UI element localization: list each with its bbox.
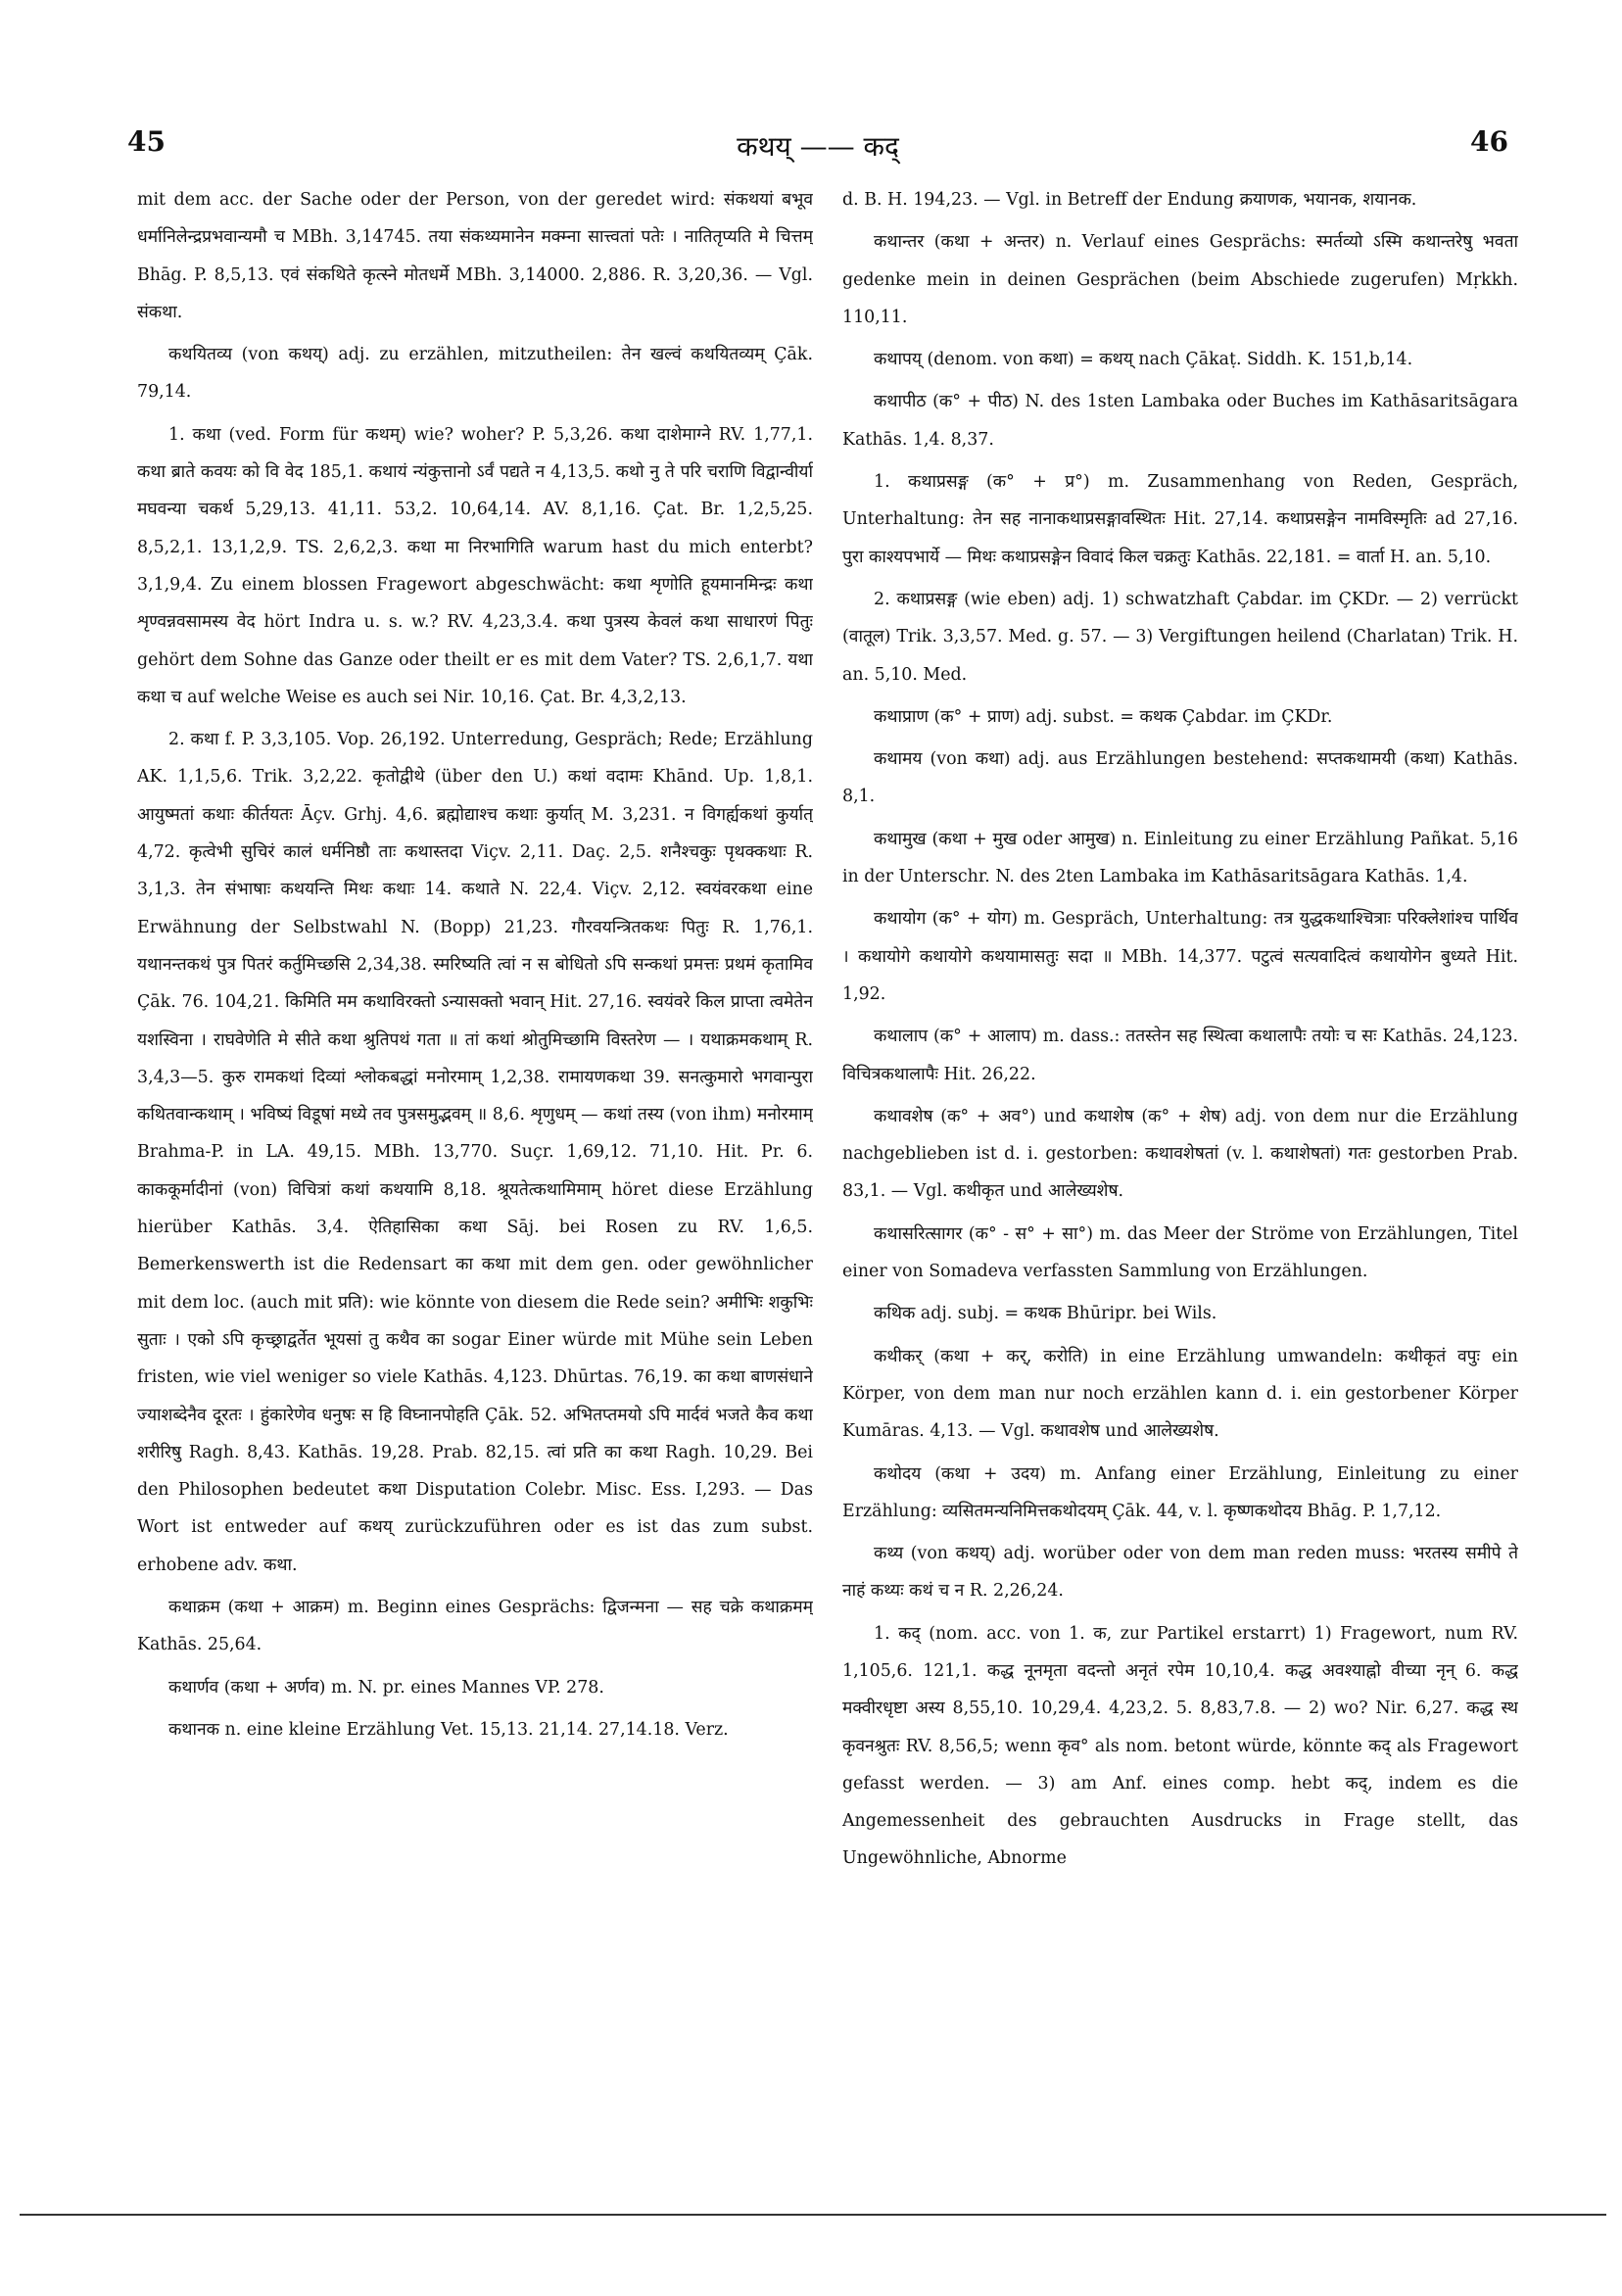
entry-kathikar: कथीकर् (कथा + कर्, करोति) in eine Erzählung umwandeln: कथीकृतं वपुः ein Körper, von dem man nur noch erzählen kann d. i. ein gestorbener Körper Kumāras. 4,13. — Vgl. कथावशेष und आलेख्यशेष. xyxy=(842,1346,1518,1442)
entry-katharnava: कथार्णव (कथा + अर्णव) m. N. pr. eines Mannes VP. 278. xyxy=(168,1677,604,1698)
entry-kathayitavya: कथयितव्य (von कथय्) adj. zu erzählen, mitzutheilen: तेन खल्वं कथयितव्यम् Çāk. 79,14. xyxy=(137,345,813,403)
entry-kathika: कथिक adj. subj. = कथक Bhūripr. bei Wils. xyxy=(874,1304,1217,1324)
entry-continuation-right: d. B. H. 194,23. — Vgl. in Betreff der Endung क्रयाणक, भयानक, शयानक. xyxy=(842,190,1417,210)
entry-kathamukha: कथामुख (कथा + मुख oder आमुख) n. Einleitung zu einer Erzählung Pañkat. 5,16 in der Unterschr. N. des 2ten Lambaka im Kathāsaritsāgara Kathās. 1,4. xyxy=(842,829,1518,887)
entry-katha-1: 1. कथा (ved. Form für कथम्) wie? woher? P. 5,3,26. कथा दाशेमाग्ने RV. 1,77,1. कथा ब्राते कवयः को वि वेद 185,1. कथायं न्यंकुत्तानो ऽर्वं पद्यते न 4,13,5. कथो नु ते परि चराणि विद्वान्वीर्या मघवन्या चकर्थ 5,29,13. 41,11. 53,2. 10,64,14. AV. 8,1,16. Çat. Br. 1,2,5,25. 8,5,2,1. 13,1,2,9. TS. 2,6,2,3. कथा मा निरभागिति warum hast du mich enterbt? 3,1,9,4. Zu einem blossen Fragewort abgeschwächt: कथा शृणोति हूयमानमिन्द्रः कथा शृण्वन्नवसामस्य वेद hört Indra u. s. w.? RV. 4,23,3.4. कथा पुत्रस्य केवलं कथा साधारणं पितुः gehört dem Sohne das Ganze oder theilt er es mit dem Vater? TS. 2,6,1,7. यथा कथा च auf welche Weise es auch sei Nir. 10,16. Çat. Br. 4,3,2,13. xyxy=(137,424,813,707)
entry-katha-2: 2. कथा f. P. 3,3,105. Vop. 26,192. Unterredung, Gespräch; Rede; Erzählung AK. 1,1,5,6. Trik. 3,2,22. कृतोद्वीथे (über den U.) कथां वदामः Khānd. Up. 1,8,1. आयुष्मतां कथाः कीर्तयतः Āçv. Grhj. 4,6. ब्रह्मोद्याश्च कथाः कुर्यात् M. 3,231. न विगर्ह्यकथां कुर्यात् 4,72. कृत्वेभी सुचिरं कालं धर्मनिष्ठौ ताः कथास्तदा Viçv. 2,11. Daç. 2,5. शनैश्चकुः पृथक्कथाः R. 3,1,3. तेन संभाषाः कथयन्ति मिथः कथाः 14. कथाते N. 22,4. Viçv. 2,12. स्वयंवरकथा eine Erwähnung der Selbstwahl N. (Bopp) 21,23. गौरवयन्त्रितकथः पितुः R. 1,76,1. यथानन्तकथं पुत्र पितरं कर्तुमिच्छसि 2,34,38. स्मरिष्यति त्वां न स बोधितो ऽपि सन्कथां प्रमत्तः प्रथमं कृतामिव Çāk. 76. 104,21. किमिति मम कथाविरक्तो ऽन्यासक्तो भवान् Hit. 27,16. स्वयंवरे किल प्राप्ता त्वमेतेन यशस्विना । राघवेणेति मे सीते कथा श्रुतिपथं गता ॥ तां कथां श्रोतुमिच्छामि विस्तरेण — । यथाक्रमकथाम् R. 3,4,3—5. कुरु रामकथां दिव्यां श्लोकबद्धां मनोरमाम् 1,2,38. रामायणकथा 39. सनत्कुमारो भगवान्पुरा कथितवान्कथाम् । भविष्यं विडूषां मध्ये तव पुत्रसमुद्भवम् ॥ 8,6. शृणुधम् — कथां तस्य (von ihm) मनोरमाम् Brahma-P. in LA. 49,15. MBh. 13,770. Suçr. 1,69,12. 71,10. Hit. Pr. 6. काककूर्मादीनां (von) विचित्रां कथां कथयामि 8,18. श्रूयतेत्कथामिमाम् höret diese Erzählung hierüber Kathās. 3,4. ऐतिहासिका कथा Sāj. bei Rosen zu RV. 1,6,5. Bemerkenswerth ist die Redensart का कथा mit dem gen. oder gewöhnlicher mit dem loc. (auch mit प्रति): wie könnte von diesem die Rede sein? अमीभिः शकुभिः सुताः । एको ऽपि कृच्छ्राद्वर्तेत भूयसां तु कथैव का sogar Einer würde mit Mühe sein Leben fristen, wie viel weniger so viele Kathās. 4,123. Dhūrtas. 76,19. का कथा बाणसंधाने ज्याशब्देनैव दूरतः । हुंकारेणेव धनुषः स हि विघ्नानपोहति Çāk. 52. अभितप्तमयो ऽपि मार्दवं भजते कैव कथा शरीरिषु Ragh. 8,43. Kathās. 19,28. Prab. 82,15. त्वां प्रति का कथा Ragh. 10,29. Bei den Philosophen bedeutet कथा Disputation Colebr. Misc. Ess. I,293. — Das Wort ist entweder auf कथय् zurückzuführen oder es ist das zum subst. erhobene adv. कथा. xyxy=(137,730,813,1575)
left-column xyxy=(137,181,813,2145)
entry-kathayoga: कथायोग (क° + योग) m. Gespräch, Unterhaltung: तत्र युद्धकथाश्चित्राः परिक्लेशांश्च पार्थिव । कथायोगे कथायोगे कथयामासतुः सदा ॥ MBh. 14,377. पटुत्वं सत्यवादित्वं कथायोगेन बुध्यते Hit. 1,92. xyxy=(842,909,1518,1004)
entry-kathanaka: कथानक n. eine kleine Erzählung Vet. 15,13. 21,14. 27,14.18. Verz. xyxy=(168,1719,729,1740)
entry-kathya: कथ्य (von कथय्) adj. worüber oder von dem man reden muss: भरतस्य समीपे ते नाहं कथ्यः कथं च न R. 2,26,24. xyxy=(842,1544,1518,1602)
entry-kathakrama: कथाक्रम (कथा + आक्रम) m. Beginn eines Gesprächs: द्विजन्मना — सह चक्रे कथाक्रमम् Kathās. 25,64. xyxy=(137,1597,813,1655)
entry-kathaprasanga-2: 2. कथाप्रसङ्ग (wie eben) adj. 1) schwatzhaft Çabdar. im ÇKDr. — 2) verrückt (वातूल) Trik. 3,3,57. Med. g. 57. — 3) Vergiftungen heilend (Charlatan) Trik. H. an. 5,10. Med. xyxy=(842,589,1518,685)
page-number-right: 46 xyxy=(1470,125,1508,158)
running-title: कथय् —— कद् xyxy=(737,130,899,163)
page-number-left: 45 xyxy=(127,125,166,158)
entry-kathavashesha: कथावशेष (क° + अव°) und कथाशेष (क° + शेष) adj. von dem nur die Erzählung nachgeblieben ist d. i. gestorben: कथावशेषतां (v. l. कथाशेषतां) गतः gestorben Prab. 83,1. — Vgl. कथीकृत und आलेख्यशेष. xyxy=(842,1106,1518,1202)
entry-kathaprana: कथाप्राण (क° + प्राण) adj. subst. = कथक Çabdar. im ÇKDr. xyxy=(874,706,1333,727)
entry-kathaprasanga-1: 1. कथाप्रसङ्ग (क° + प्र°) m. Zusammenhang von Reden, Gespräch, Unterhaltung: तेन सह नानाकथाप्रसङ्गावस्थितः Hit. 27,14. कथाप्रसङ्गेन नामविस्मृतिः ad 27,16. पुरा काश्यपभार्ये — मिथः कथाप्रसङ्गेन विवादं किल चक्रतुः Kathās. 22,181. = वार्ता H. an. 5,10. xyxy=(842,472,1518,567)
entry-kathodaya: कथोदय (कथा + उदय) m. Anfang einer Erzählung, Einleitung zu einer Erzählung: व्यसितमन्यनिमित्तकथोदयम् Çāk. 44, v. l. कृष्णकथोदय Bhāg. P. 1,7,12. xyxy=(842,1463,1518,1521)
right-column xyxy=(842,181,1518,2145)
entry-continuation: mit dem acc. der Sache oder der Person, von der geredet wird: संकथयां बभूव धर्मानिलेन्द्रप्रभवान्यमौ च MBh. 3,14745. तया संकथ्यमानेन मक्म्ना सात्त्वतां पतेः । नातितृप्यति मे चित्तम् Bhāg. P. 8,5,13. एवं संकथिते कृत्स्ने मोतधर्मे MBh. 3,14000. 2,886. R. 3,20,36. — Vgl. संकथा. xyxy=(137,190,813,322)
entry-kathamaya: कथामय (von कथा) adj. aus Erzählungen bestehend: सप्तकथामयी (कथा) Kathās. 8,1. xyxy=(842,749,1518,807)
entry-kathantara: कथान्तर (कथा + अन्तर) n. Verlauf eines Gesprächs: स्मर्तव्यो ऽस्मि कथान्तरेषु भवता gedenke mein in deinen Gesprächen (beim Abschiede zugerufen) Mṛkkh. 110,11. xyxy=(842,232,1518,327)
entry-kad-1: 1. कद् (nom. acc. von 1. क, zur Partikel erstarrt) 1) Fragewort, num RV. 1,105,6. 121,1. कद्ध नूनमृता वदन्तो अनृतं रपेम 10,10,4. कद्ध अवश्याह्नो वीच्या नृन् 6. कद्ध मक्वीरधृष्टा अस्य 8,55,10. 10,29,4. 4,23,2. 5. 8,83,7.8. — 2) wo? Nir. 6,27. कद्ध स्थ कृवनश्रुतः RV. 8,56,5; wenn कृव° als nom. betont würde, könnte कद् als Fragewort gefasst werden. — 3) am Anf. eines comp. hebt कद्, indem es die Angemessenheit des gebrauchten Ausdrucks in Frage stellt, das Ungewöhnliche, Abnorme xyxy=(842,1623,1518,1869)
page-header xyxy=(127,125,1508,165)
entry-kathapay: कथापय् (denom. von कथा) = कथय् nach Çākaṭ. Siddh. K. 151,b,14. xyxy=(874,350,1413,370)
entry-kathalapa: कथालाप (क° + आलाप) m. dass.: ततस्तेन सह स्थित्वा कथालापैः तयोः च सः Kathās. 24,123. विचित्रकथालापैः Hit. 26,22. xyxy=(842,1027,1518,1084)
footer-rule xyxy=(20,2214,1606,2216)
entry-kathapitha: कथापीठ (क° + पीठ) N. des 1sten Lambaka oder Buches im Kathāsaritsāgara Kathās. 1,4. 8,37. xyxy=(842,392,1518,450)
entry-kathasaritsagara: कथासरित्सागर (क° - स° + सा°) m. das Meer der Ströme von Erzählungen, Titel einer von Somadeva verfassten Sammlung von Erzählungen. xyxy=(842,1223,1518,1282)
